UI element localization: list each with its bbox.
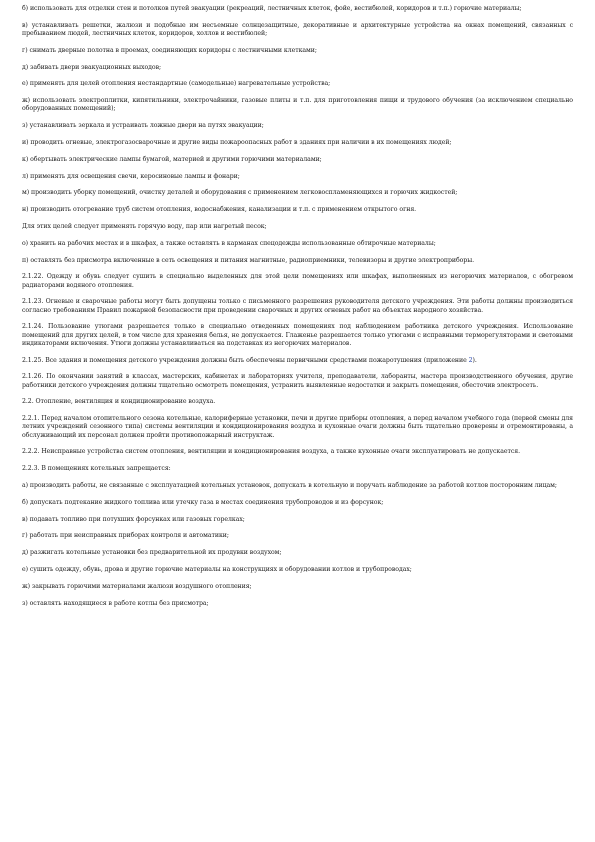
paragraph-i: и) проводить огневые, электрогазосварочные и другие виды пожароопасных работ в зданиях при наличии в их помещениях людей; bbox=[22, 138, 452, 146]
section-2-1-22: 2.1.22. Одежду и обувь следует сушить в специально выделенных для этой цели помещениях или шкафах, выполненных из негорючих материалов, с обогревом радиаторами водяного отопления. bbox=[22, 273, 573, 289]
item-z: з) оставлять находящиеся в работе котлы без присмотра; bbox=[22, 599, 209, 607]
appendix-link[interactable]: 2 bbox=[468, 356, 473, 364]
item-b: б) допускать подтекание жидкого топлива или утечку газа в местах соединения трубопроводов и из форсунок; bbox=[22, 498, 384, 506]
paragraph-g: г) снимать дверные полотна в проемах, соединяющих коридоры с лестничными клетками; bbox=[22, 46, 317, 54]
section-2-1-25 bbox=[22, 357, 573, 365]
section-2-2-1: 2.2.1. Перед началом отопительного сезона котельные, калориферные установки, печи и другие приборы отопления, а перед началом учебного года (первой смены для летних учреждений сезонного типа) системы вентиляции и кондиционирования воздуха и кухонные очаги должны быть тщательно проверены и отремонтированы, а обслуживающий их персонал должен пройти противопожарный инструктаж. bbox=[22, 415, 573, 439]
section-2-2-heading: 2.2. Отопление, вентиляция и кондиционирование воздуха. bbox=[22, 398, 216, 406]
item-zh: ж) закрывать горючими материалами жалюзи воздушного отопления; bbox=[22, 582, 252, 590]
paragraph-d: д) забивать двери эвакуационных выходов; bbox=[22, 63, 162, 71]
paragraph-v: в) устанавливать решетки, жалюзи и подобные им несъемные солнцезащитные, декоративные и архитектурные устройства на окнах помещений, связанных с пребыванием людей, лестничных клеток, коридоров, холлов и вестибюлей; bbox=[22, 21, 573, 37]
section-2-1-26: 2.1.26. По окончании занятий в классах, мастерских, кабинетах и лабораториях учителя, преподаватели, лаборанты, мастера производственного обучения, другие работники детского учреждения должны тщательно осмотреть помещения, устранить выявленные недостатки и закрыть помещения, обесточив электросеть. bbox=[22, 373, 573, 389]
item-g: г) работать при неисправных приборах контроля и автоматики; bbox=[22, 532, 229, 540]
paragraph-zh: ж) использовать электроплитки, кипятильники, электрочайники, газовые плиты и т.п. для приготовления пищи и трудового обучения (за исключением специально оборудованных помещений); bbox=[22, 97, 573, 113]
section-2-1-25-text: 2.1.25. Все здания и помещения детского учреждения должны быть обеспечены первичными средствами пожаротушения (приложение bbox=[22, 356, 469, 364]
item-v: в) подавать топливо при потухших форсунках или газовых горелках; bbox=[22, 515, 245, 523]
paragraph-m: м) производить уборку помещений, очистку деталей и оборудования с применением легковоспламеняющихся и горючих жидкостей; bbox=[22, 189, 458, 197]
section-2-1-23: 2.1.23. Огневые и сварочные работы могут быть допущены только с письменного разрешения руководителя детского учреждения. Эти работы должны производиться согласно требованиям Правил пожарной безопасности при проведении сварочных и других огневых работ на объектах народного хозяйства. bbox=[22, 298, 573, 314]
paragraph-note: Для этих целей следует применять горячую воду, пар или нагретый песок; bbox=[22, 222, 267, 230]
paragraph-o: о) хранить на рабочих местах и в шкафах, а также оставлять в карманах спецодежды использованные обтирочные материалы; bbox=[22, 239, 436, 247]
section-2-1-24: 2.1.24. Пользование утюгами разрешается только в специально отведенных помещениях под наблюдением работника детского учреждения. Использование помещений для других целей, в том числе для хранения белья, не допускается. Глаженье разрешается только утюгами с исправными терморегуляторами и световыми индикаторами включения. Утюги должны устанавливаться на подставках из негорючих материалов. bbox=[22, 323, 573, 347]
paragraph-k: к) обертывать электрические лампы бумагой, материей и другими горючими материалами; bbox=[22, 155, 322, 163]
paragraph-b: б) использовать для отделки стен и потолков путей эвакуации (рекреаций, лестничных клеток, фойе, вестибюлей, коридоров и т.п.) горючие материалы; bbox=[22, 5, 522, 12]
paragraph-n: н) производить отогревание труб систем отопления, водоснабжения, канализации и т.п. с применением открытого огня. bbox=[22, 206, 417, 214]
item-a: а) производить работы, не связанные с эксплуатацией котельных установок, допускать в котельную и поручать наблюдение за работой котлов посторонним лицам; bbox=[22, 481, 557, 489]
section-2-2-3: 2.2.3. В помещениях котельных запрещается: bbox=[22, 465, 171, 473]
paragraph-p: п) оставлять без присмотра включенные в сеть освещения и питания магнитные, радиоприемники, телевизоры и другие электроприборы. bbox=[22, 256, 475, 264]
paragraph-l: л) применять для освещения свечи, керосиновые лампы и фонари; bbox=[22, 172, 240, 180]
item-d: д) разжигать котельные установки без предварительной их продувки воздухом; bbox=[22, 549, 282, 557]
paragraph-z: з) устанавливать зеркала и устраивать ложные двери на путях эвакуации; bbox=[22, 122, 264, 130]
section-2-2-2: 2.2.2. Неисправные устройства систем отопления, вентиляции и кондиционирования воздуха, а также кухонные очаги эксплуатировать не допускается. bbox=[22, 448, 521, 456]
paragraph-e: е) применять для целей отопления нестандартные (самодельные) нагревательные устройства; bbox=[22, 80, 331, 88]
item-e: е) сушить одежду, обувь, дрова и другие горючие материалы на конструкциях и оборудовании котлов и трубопроводах; bbox=[22, 565, 412, 573]
section-2-1-25-tail: ). bbox=[472, 356, 477, 364]
